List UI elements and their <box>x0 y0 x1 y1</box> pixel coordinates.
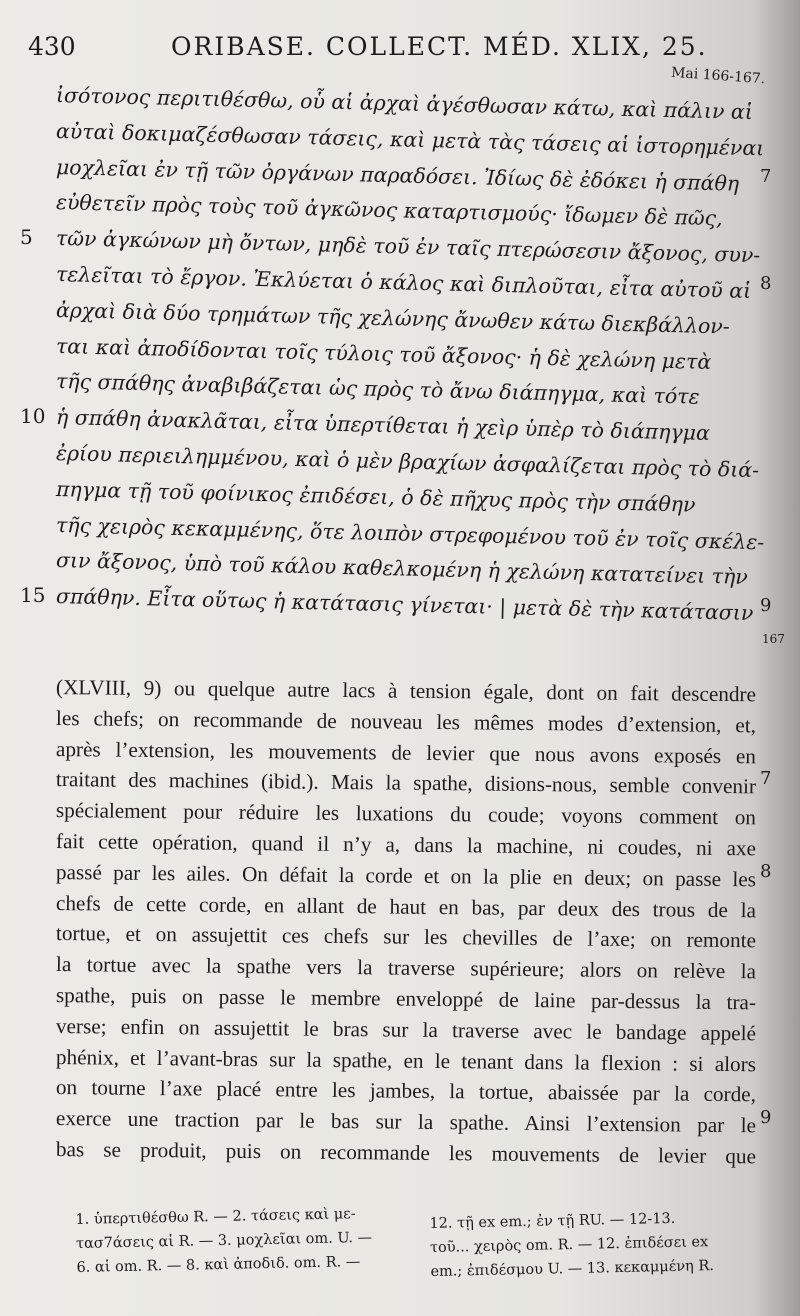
footnote-line: τοῦ... χειρὸς om. R. — 12. ἐπιδέσει ex <box>429 1234 709 1256</box>
line-number: 5 <box>20 225 33 250</box>
french-line: passé par les ailes. On défait la corde et on la plie en deux; on passe les <box>55 859 757 892</box>
margin-note-number: 7 <box>760 165 772 187</box>
footnotes-left-column <box>75 1202 372 1280</box>
french-line: les chefs; on recommande de nouveau les mêmes modes d’extension, et, <box>55 705 757 738</box>
french-line: traitant des machines (ibid.). Mais la spathe, disions-nous, semble convenir <box>55 767 757 799</box>
margin-note-number: 8 <box>760 860 772 882</box>
margin-note-number: 7 <box>760 768 772 790</box>
margin-note-number: 9 <box>760 1107 772 1129</box>
page-header <box>28 32 748 72</box>
footnote-line: τασ7άσεις αἱ R. — 3. μοχλεῖαι om. U. — <box>75 1229 373 1252</box>
greek-line: σπάθην. Εἶτα οὕτως ἡ κατάτασις γίνεται· | μετὰ δὲ τὴν κατάτασιν <box>55 584 754 626</box>
greek-line: ται καὶ ἀποδίδονται τοῖς τύλοις τοῦ ἄξονος· ἡ δὲ χελώνη μετὰ <box>55 333 712 374</box>
greek-line: τῆς χειρὸς κεκαμμένης, ὅτε λοιπὸν στρεφομένου τοῦ ἐν τοῖς σκέλε- <box>55 512 765 554</box>
french-line: phénix, et l’avant-bras sur la spathe, en le tenant dans la flexion : si alors <box>55 1044 757 1076</box>
french-line: on tourne l’axe placé entre les jambes, la tortue, abaissée par la corde, <box>55 1075 757 1107</box>
greek-line: σιν ἄξονος, ὑπὸ τοῦ κάλου καθελκομένη ἡ χελώνη κατατείνει τὴν <box>55 548 749 590</box>
french-line: spécialement pour réduire les luxations du coude; voyons comment on <box>55 798 757 830</box>
french-line: (XLVIII, 9) ou quelque autre lacs à tension égale, dont on fait descendre <box>55 675 757 707</box>
french-line: fait cette opération, quand il n’y a, dans la machine, ni coudes, ni axe <box>55 829 757 861</box>
page-number: 430 <box>28 32 76 61</box>
footnotes-right-column <box>429 1206 714 1284</box>
greek-line: τῆς σπάθης ἀναβιβάζεται ὡς πρὸς τὸ ἄνω διάπηγμα, καὶ τότε <box>55 369 700 410</box>
line-number: 10 <box>20 404 46 429</box>
french-line: la tortue avec la spathe vers la traverse supérieure; alors on relève la <box>55 952 757 984</box>
french-line: exerce une traction par le bas sur la spathe. Ainsi l’extension par le <box>55 1106 757 1138</box>
french-line: tortue, et on assujettit ces chefs sur les chevilles de l’axe; on remonte <box>55 921 757 953</box>
footnote-line: 6. αἱ om. R. — 8. καὶ ἀποδιδ. om. R. — <box>76 1254 361 1276</box>
greek-line: ἰσότονος περιτιθέσθω, οὗ αἱ ἀρχαὶ ἀγέσθωσαν κάτω, καὶ πάλιν αἱ <box>55 83 754 125</box>
greek-line: εὐθετεῖν πρὸς τοὺς τοῦ ἀγκῶνος καταρτισμούς· ἴδωμεν δὲ πῶς, <box>55 190 723 231</box>
french-line: après l’extension, les mouvements de levier que nous avons exposés en <box>55 736 757 768</box>
greek-line: αὐταὶ δοκιμαζέσθωσαν τάσεις, καὶ μετὰ τὰς τάσεις αἱ ἱστορημέναι <box>55 118 765 161</box>
french-line: spathe, puis on passe le membre enveloppé de laine par-dessus la tra- <box>55 983 757 1015</box>
footnote-line: 1. ὑπερτιθέσθω R. — 2. τάσεις καὶ με- <box>75 1206 356 1229</box>
side-reference: Mai 166-167. <box>670 64 766 88</box>
french-line: verse; enfin on assujettit le bras sur la traverse avec le bandage appelé <box>55 1013 757 1046</box>
greek-line: ἐρίου περιειλημμένου, καὶ ὁ μὲν βραχίων ἀσφαλίζεται πρὸς τὸ διά- <box>55 441 760 483</box>
footnote-line: 12. τῇ ex em.; ἐν τῇ RU. — 12-13. <box>429 1210 676 1233</box>
greek-line: πηγμα τῇ τοῦ φοίνικος ἐπιδέσει, ὁ δὲ πῆχυς πρὸς τὴν σπάθην <box>55 476 696 517</box>
footnote-line: em.; ἐπιδέσμου U. — 13. κεκαμμένη R. <box>430 1258 715 1280</box>
greek-line: ἡ σπάθη ἀνακλᾶται, εἶτα ὑπερτίθεται ἡ χεὶρ ὑπὲρ τὸ διάπηγμα <box>55 405 711 446</box>
margin-note-number: 8 <box>760 273 772 294</box>
running-head: ORIBASE. COLLECT. MÉD. XLIX, 25. <box>171 32 708 61</box>
greek-line: ἀρχαὶ διὰ δύο τρημάτων τῆς χελώνης ἄνωθεν κάτω διεκβάλλον- <box>55 297 731 339</box>
greek-line: τελεῖται τὸ ἔργον. Ἐκλύεται ὁ κάλος καὶ διπλοῦται, εἶτα αὐτοῦ αἱ <box>55 262 752 303</box>
french-line: chefs de cette corde, en allant de haut en bas, par deux des trous de la <box>55 890 757 922</box>
margin-note-number: 9 <box>760 595 772 617</box>
margin-reference-167: 167 <box>762 632 785 646</box>
french-line: bas se produit, puis on recommande les mouvements de levier que <box>55 1137 757 1169</box>
line-number: 15 <box>20 583 46 608</box>
greek-line: μοχλεῖαι ἐν τῇ τῶν ὀργάνων παραδόσει. Ἰδίως δὲ ἐδόκει ἡ σπάθη <box>55 154 740 196</box>
greek-line: τῶν ἀγκώνων μὴ ὄντων, μηδὲ τοῦ ἐν ταῖς πτερώσεσιν ἄξονος, συν- <box>55 226 761 268</box>
